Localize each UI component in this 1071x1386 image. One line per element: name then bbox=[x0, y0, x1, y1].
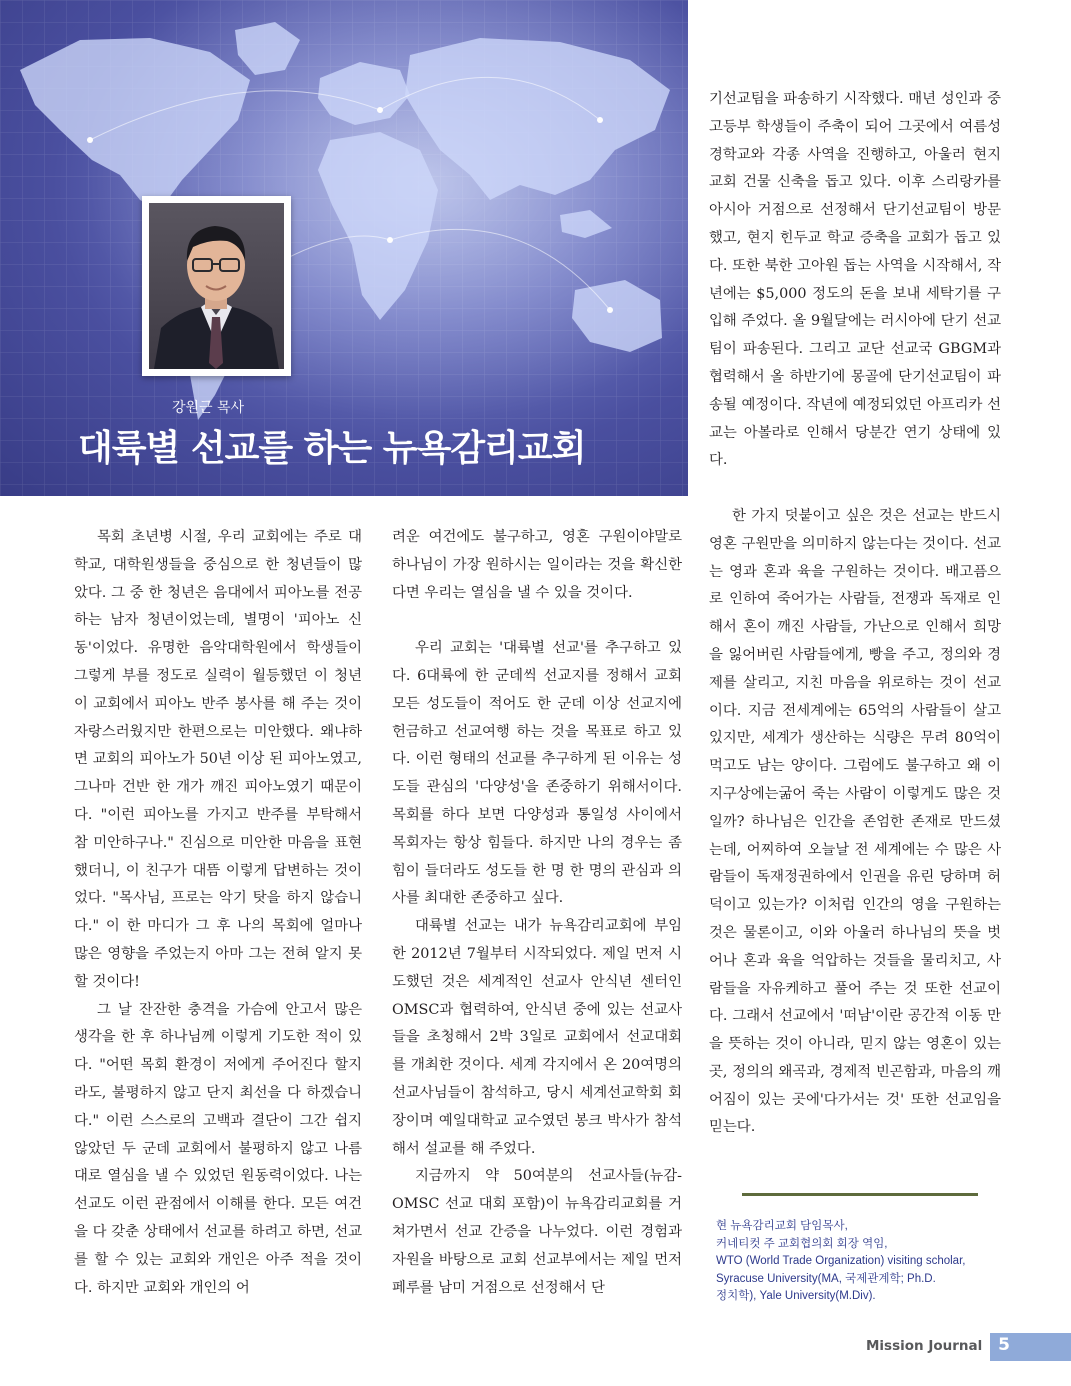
page-number: 5 bbox=[998, 1335, 1010, 1355]
bio-divider bbox=[742, 1193, 978, 1196]
bio-line: 정치학), Yale University(M.Div). bbox=[716, 1290, 876, 1303]
paragraph: 대륙별 선교는 내가 뉴욕감리교회에 부임한 2012년 7월부터 시작되었다. 제일 먼저 시도했던 것은 세계적인 선교사 안식년 센터인 OMSC과 협력하여, 안식년 중에 있는 선교사들을 초청해서 2박 3일로 교회에서 선교대회를 개최한 것이다. 세계 각지에서 온 20여명의 선교사님들이 참석하고, 당시 세계선교학회 회장이며 예일대학교 교수였던 봉크 박사가 참석해서 설교를 해 주었다. bbox=[392, 918, 682, 1157]
paragraph: 지금까지 약 50여분의 선교사들(뉴감-OMSC 선교 대회 포함)이 뉴욕감리교회를 거쳐가면서 선교 간증을 나누었다. 이런 경험과 자원을 바탕으로 교회 선교부에서는 제일 먼저 페루를 남미 거점으로 선정해서 단 bbox=[392, 1168, 682, 1296]
bio-line: Syracuse University(MA, 국제관계학; Ph.D. bbox=[716, 1272, 936, 1285]
paragraph: 한 가지 덧붙이고 싶은 것은 선교는 반드시 영혼 구원만을 의미하지 않는다는 것이다. 선교는 영과 혼과 육을 구원하는 것이다. 배고픔으로 인하여 죽어가는 사람들, 전쟁과 독재로 인해서 혼이 깨진 사람들, 가난으로 인해서 희망을 잃어버린 사람들에게, 빵을 주고, 정의와 경제를 살리고, 지친 마음을 위로하는 것이 선교이다. 지금 전세계에는 65억의 사람들이 살고 있지만, 세계가 생산하는 식량은 무려 80억이 먹고도 남는 양이다. 그럼에도 불구하고 왜 이 지구상에는굶어 죽는 사람이 이렇게도 많은 것일까? 하나님은 인간을 존엄한 존재로 만드셨는데, 어찌하여 오늘날 전 세계에는 수 많은 사람들이 독재정권하에서 인권을 유린 당하며 허덕이고 있는가? 이처럼 인간의 영을 구원하는 것은 물론이고, 이와 아울러 하나님의 뜻을 벗어나 혼과 육을 억압하는 것들을 물리치고, 사람들을 자유케하고 풀어 주는 것 또한 선교이다. 그래서 선교에서 '떠남'이란 공간적 이동 만을 뜻하는 것이 아니라, 믿지 않는 영혼이 있는 곳, 정의의 왜곡과, 경제적 빈곤함과, 마음의 깨어짐이 있는 곳에'다가서는 것' 또한 선교임을 믿는다. bbox=[709, 507, 1001, 1136]
article-headline: 대륙별 선교를 하는 뉴욕감리교회 bbox=[78, 428, 586, 469]
author-photo bbox=[149, 203, 284, 369]
paragraph: 기선교팀을 파송하기 시작했다. 매년 성인과 중고등부 학생들이 주축이 되어 그곳에서 여름성경학교와 각종 사역을 진행하고, 아울러 현지 교회 건물 신축을 돕고 있다. 이후 스리랑카를 아시아 거점으로 선정해서 단기선교팀이 방문했고, 현지 힌두교 학교 증축을 교회가 돕고 있다. 또한 북한 고아원 돕는 사역을 시작해서, 작년에는 $5,000 정도의 돈을 보내 세탁기를 구입해 주었다. 올 9월달에는 러시아에 단기 선교팀이 파송된다. 그리고 교단 선교국 GBGM과 협력해서 올 하반기에 몽골에 단기선교팀이 파송될 예정이다. 작년에 예정되었던 아프리카 선교는 아볼라로 인해서 당분간 연기 상태에 있다. bbox=[709, 91, 1001, 469]
portrait-illustration bbox=[149, 203, 284, 369]
paragraph: 려운 여건에도 불구하고, 영혼 구원이야말로 하나님이 가장 원하시는 일이라는 것을 확신한다면 우리는 열심을 낼 수 있을 것이다. bbox=[392, 529, 682, 601]
bio-line: 커네티컷 주 교회협의회 회장 역임, bbox=[716, 1237, 888, 1250]
paragraph: 우리 교회는 '대륙별 선교'를 추구하고 있다. 6대륙에 한 군데씩 선교지를 정해서 교회 모든 성도들이 적어도 한 군데 이상 선교지에 헌금하고 선교여행 하는 것을 목표로 하고 있다. 이런 형태의 선교를 추구하게 된 이유는 성도들 관심의 '다양성'을 존중하기 위해서이다. 목회를 하다 보면 다양성과 통일성 사이에서 목회자는 항상 힘들다. 하지만 나의 경우는 좀 힘이 들더라도 성도들 한 명 한 명의 관심과 의사를 최대한 존중하고 싶다. bbox=[392, 640, 682, 907]
author-bio bbox=[716, 1218, 1016, 1306]
paragraph: 목회 초년병 시절, 우리 교회에는 주로 대학교, 대학원생들을 중심으로 한 청년들이 많았다. 그 중 한 청년은 음대에서 피아노를 전공하는 남자 청년이었는데, 별명이 '피아노 신동'이었다. 유명한 음악대학원에서 학생들이 그렇게 부를 정도로 실력이 월등했던 이 청년이 교회에서 피아노 반주 봉사를 해 주는 것이 자랑스러웠지만 한편으로는 미안했다. 왜냐하면 교회의 피아노가 50년 이상 된 피아노였고, 그나마 건반 한 개가 깨진 피아노였기 때문이다. "이런 피아노를 가지고 반주를 부탁해서 참 미안하구나." 진심으로 미안한 마음을 표현했더니, 이 친구가 대뜸 이렇게 답변하는 것이었다. "목사님, 프로는 악기 탓을 하지 않습니다." 이 한 마디가 그 후 나의 목회에 얼마나 많은 영향을 주었는지 아마 그는 전혀 알지 못할 것이다! bbox=[74, 529, 362, 990]
page-number-box bbox=[990, 1333, 1071, 1361]
paragraph: 그 날 잔잔한 충격을 가슴에 안고서 많은 생각을 한 후 하나님께 이렇게 기도한 적이 있다. "어떤 목회 환경이 저에게 주어진다 할지라도, 불평하지 않고 단지 최선을 다 하겠습니다." 이런 스스로의 고백과 결단이 그간 쉽지 않았던 두 군데 교회에서 불평하지 않고 나름대로 열심을 낼 수 있었던 원동력이었다. 나는 선교도 이런 관점에서 이해를 한다. 모든 여건을 다 갖춘 상태에서 선교를 하려고 하면, 선교를 할 수 있는 교회와 개인은 아주 적을 것이다. 하지만 교회와 개인의 어 bbox=[74, 1001, 362, 1296]
bio-line: WTO (World Trade Organization) visiting scholar, bbox=[716, 1255, 966, 1268]
article-column-2 bbox=[392, 524, 682, 1302]
hero-world-map bbox=[0, 0, 688, 496]
article-column-3 bbox=[709, 86, 1001, 1142]
article-column-1 bbox=[74, 524, 362, 1302]
bio-line: 현 뉴욕감리교회 담임목사, bbox=[716, 1220, 848, 1232]
author-portrait-frame bbox=[142, 196, 291, 376]
author-caption: 강원근 목사 bbox=[172, 400, 245, 416]
journal-name: Mission Journal bbox=[866, 1338, 983, 1354]
